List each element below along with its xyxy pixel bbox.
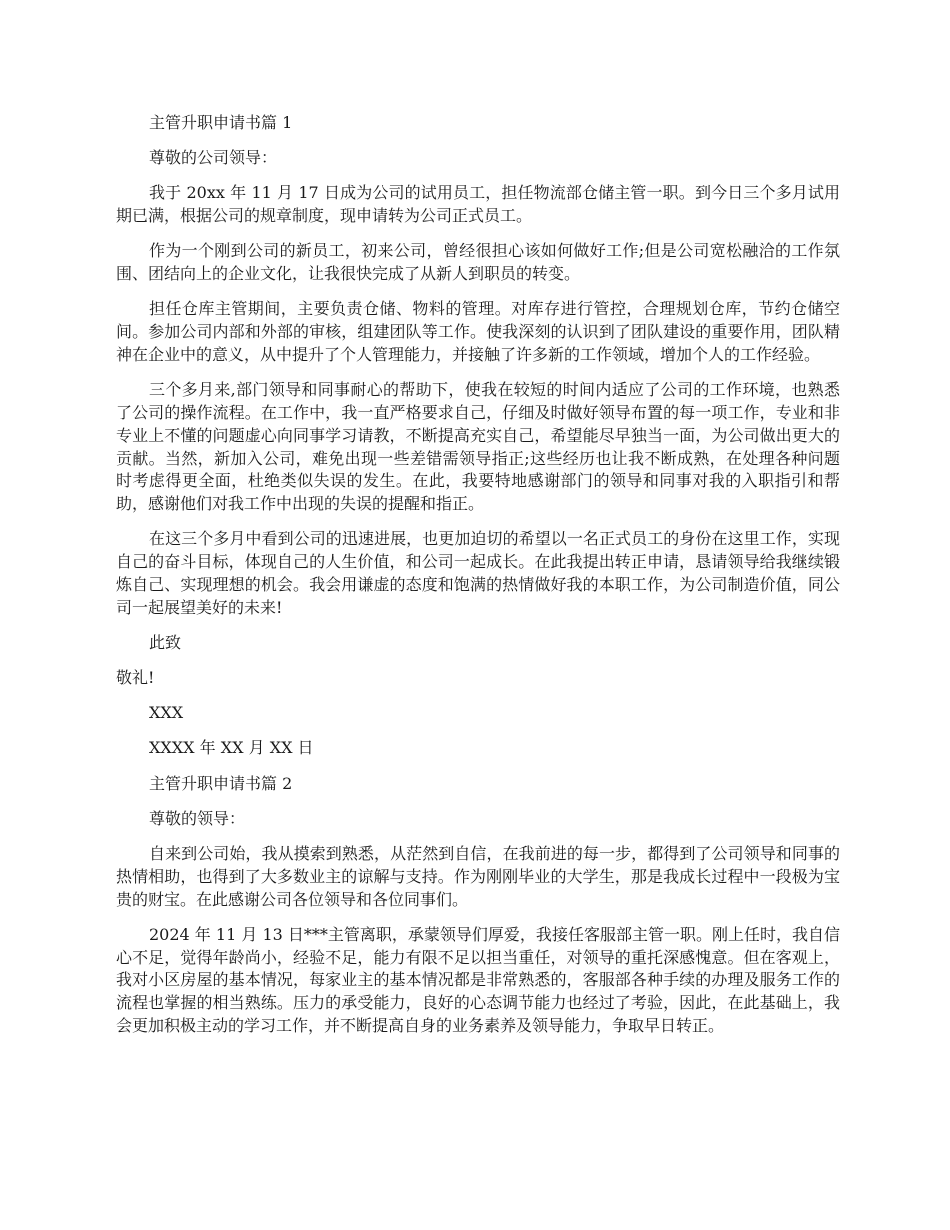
document-page bbox=[116, 112, 840, 1050]
closing-cizhi: 此致 bbox=[149, 632, 182, 652]
body-paragraph: 担任仓库主管期间，主要负责仓储、物料的管理。对库存进行管控，合理规划仓库，节约仓储空间。参加公司内部和外部的审核，组建团队等工作。使我深刻的认识到了团队建设的重要作用，团队精神在企业中的意义，从中提升了个人管理能力，并接触了许多新的工作领域，增加个人的工作经验。 bbox=[116, 299, 840, 364]
body-paragraph: 作为一个刚到公司的新员工，初来公司，曾经很担心该如何做好工作;但是公司宽松融洽的工作氛围、团结向上的企业文化，让我很快完成了从新人到职员的转变。 bbox=[116, 241, 840, 284]
section-title-1: 主管升职申请书篇 1 bbox=[149, 113, 293, 132]
closing-jingli: 敬礼! bbox=[116, 668, 155, 688]
salutation-1: 尊敬的公司领导： bbox=[149, 148, 278, 168]
body-paragraph: 2024 年 11 月 13 日***主管离职，承蒙领导们厚爱，我接任客服部主管一职。刚上任时，我自信心不足，觉得年龄尚小，经验不足，能力有限不足以担当重任，对领导的重托深感愧意。但在客观上，我对小区房屋的基本情况，每家业主的基本情况都是非常熟悉的，客服部各种手续的办理及服务工作的流程也掌握的相当熟练。压力的承受能力，良好的心态调节能力也经过了考验，因此，在此基础上，我会更加积极主动的学习工作，并不断提高自身的业务素养及领导能力，争取早日转正。 bbox=[116, 924, 840, 1035]
body-paragraph: 我于 20xx 年 11 月 17 日成为公司的试用员工，担任物流部仓储主管一职。到今日三个多月试用期已满，根据公司的规章制度，现申请转为公司正式员工。 bbox=[116, 183, 840, 226]
section-title-2: 主管升职申请书篇 2 bbox=[149, 773, 293, 793]
signature-date: XXXX 年 XX 月 XX 日 bbox=[149, 738, 314, 758]
body-paragraph: 三个多月来,部门领导和同事耐心的帮助下，使我在较短的时间内适应了公司的工作环境，也熟悉了公司的操作流程。在工作中，我一直严格要求自己，仔细及时做好领导布置的每一项工作，专业和非专业上不懂的问题虚心向同事学习请教，不断提高充实自己，希望能尽早独当一面，为公司做出更大的贡献。当然，新加入公司，难免出现一些差错需领导指正;这些经历也让我不断成熟，在处理各种问题时考虑得更全面，杜绝类似失误的发生。在此，我要特地感谢部门的领导和同事对我的入职指引和帮助，感谢他们对我工作中出现的失误的提醒和指正。 bbox=[116, 380, 840, 514]
body-paragraph: 在这三个多月中看到公司的迅速进展，也更加迫切的希望以一名正式员工的身份在这里工作，实现自己的奋斗目标，体现自己的人生价值，和公司一起成长。在此我提出转正申请，恳请领导给我继续锻炼自己、实现理想的机会。我会用谦虚的态度和饱满的热情做好我的本职工作，为公司制造价值，同公司一起展望美好的未来! bbox=[116, 529, 840, 617]
body-paragraph: 自来到公司始，我从摸索到熟悉，从茫然到自信，在我前进的每一步，都得到了公司领导和同事的热情相助，也得到了大多数业主的谅解与支持。作为刚刚毕业的大学生，那是我成长过程中一段极为宝贵的财宝。在此感谢公司各位领导和各位同事们。 bbox=[116, 844, 840, 909]
signature-name: XXX bbox=[149, 703, 184, 723]
salutation-2: 尊敬的领导： bbox=[149, 808, 246, 828]
